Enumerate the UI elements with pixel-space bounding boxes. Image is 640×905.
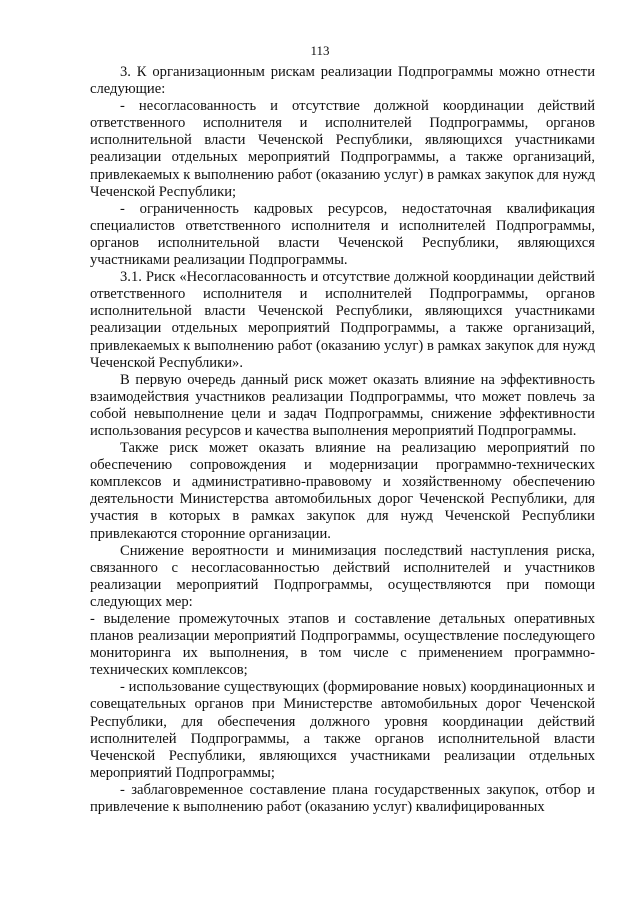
document-body bbox=[90, 64, 595, 816]
paragraph-measures-intro: Снижение вероятности и минимизация последствий наступления риска, связанного с несогласованностью действий исполнителей и участников реализации мероприятий Подпрограммы, осуществляются при помощи следующих мер: bbox=[90, 542, 595, 610]
paragraph-body: В первую очередь данный риск может оказать влияние на эффективность взаимодействия участников реализации Подпрограммы, что может повлечь за собой невыполнение цели и задач Подпрограммы, снижение эффективности использования ресурсов и качества выполнения мероприятий Подпрограммы. bbox=[90, 371, 595, 439]
paragraph-list-item: - использование существующих (формирование новых) координационных и совещательных органов при Министерстве автомобильных дорог Чеченской Республики, для обеспечения должного уровня координации действий исполнителей Подпрограммы, а также органов исполнительной власти Чеченской Республики, являющихся участниками реализации отдельных мероприятий Подпрограммы; bbox=[90, 679, 595, 781]
paragraph-body: Также риск может оказать влияние на реализацию мероприятий по обеспечению сопровождения и модернизации программно-технических комплексов и административно-правовому и хозяйственному обеспечению деятельности Министерства автомобильных дорог Чеченской Республики, для участия в которых в рамках закупок для нужд Чеченской Республики привлекаются сторонние организации. bbox=[90, 440, 595, 542]
paragraph-list-item: - заблаговременное составление плана государственных закупок, отбор и привлечение к выполнению работ (оказанию услуг) квалифицированных bbox=[90, 781, 595, 816]
paragraph-list-item: - выделение промежуточных этапов и составление детальных оперативных планов реализации мероприятий Подпрограммы, осуществление последующего мониторинга их выполнения, в том числе с применением программно-технических комплексов; bbox=[90, 611, 595, 679]
paragraph-list-item: - несогласованность и отсутствие должной координации действий ответственного исполнителя и исполнителей Подпрограммы, органов исполнительной власти Чеченской Республики, являющихся участниками реализации отдельных мероприятий Подпрограммы, а также организаций, привлекаемых к выполнению работ (оказанию услуг) в рамках закупок для нужд Чеченской Республики; bbox=[90, 98, 595, 200]
paragraph-list-item: - ограниченность кадровых ресурсов, недостаточная квалификация специалистов ответственного исполнителя и исполнителей Подпрограммы, органов исполнительной власти Чеченской Республики, являющихся участниками реализации Подпрограммы. bbox=[90, 200, 595, 269]
page-number: 113 bbox=[310, 43, 330, 58]
paragraph-risk-intro: 3. К организационным рискам реализации Подпрограммы можно отнести следующие: bbox=[90, 64, 595, 98]
paragraph-risk-3-1: 3.1. Риск «Несогласованность и отсутствие должной координации действий ответственного исполнителя и исполнителей Подпрограммы, органов исполнительной власти Чеченской Республики, являющихся участниками реализации отдельных мероприятий Подпрограммы, а также организаций, привлекаемых к выполнению работ (оказанию услуг) в рамках закупок для нужд Чеченской Республики». bbox=[90, 269, 595, 371]
